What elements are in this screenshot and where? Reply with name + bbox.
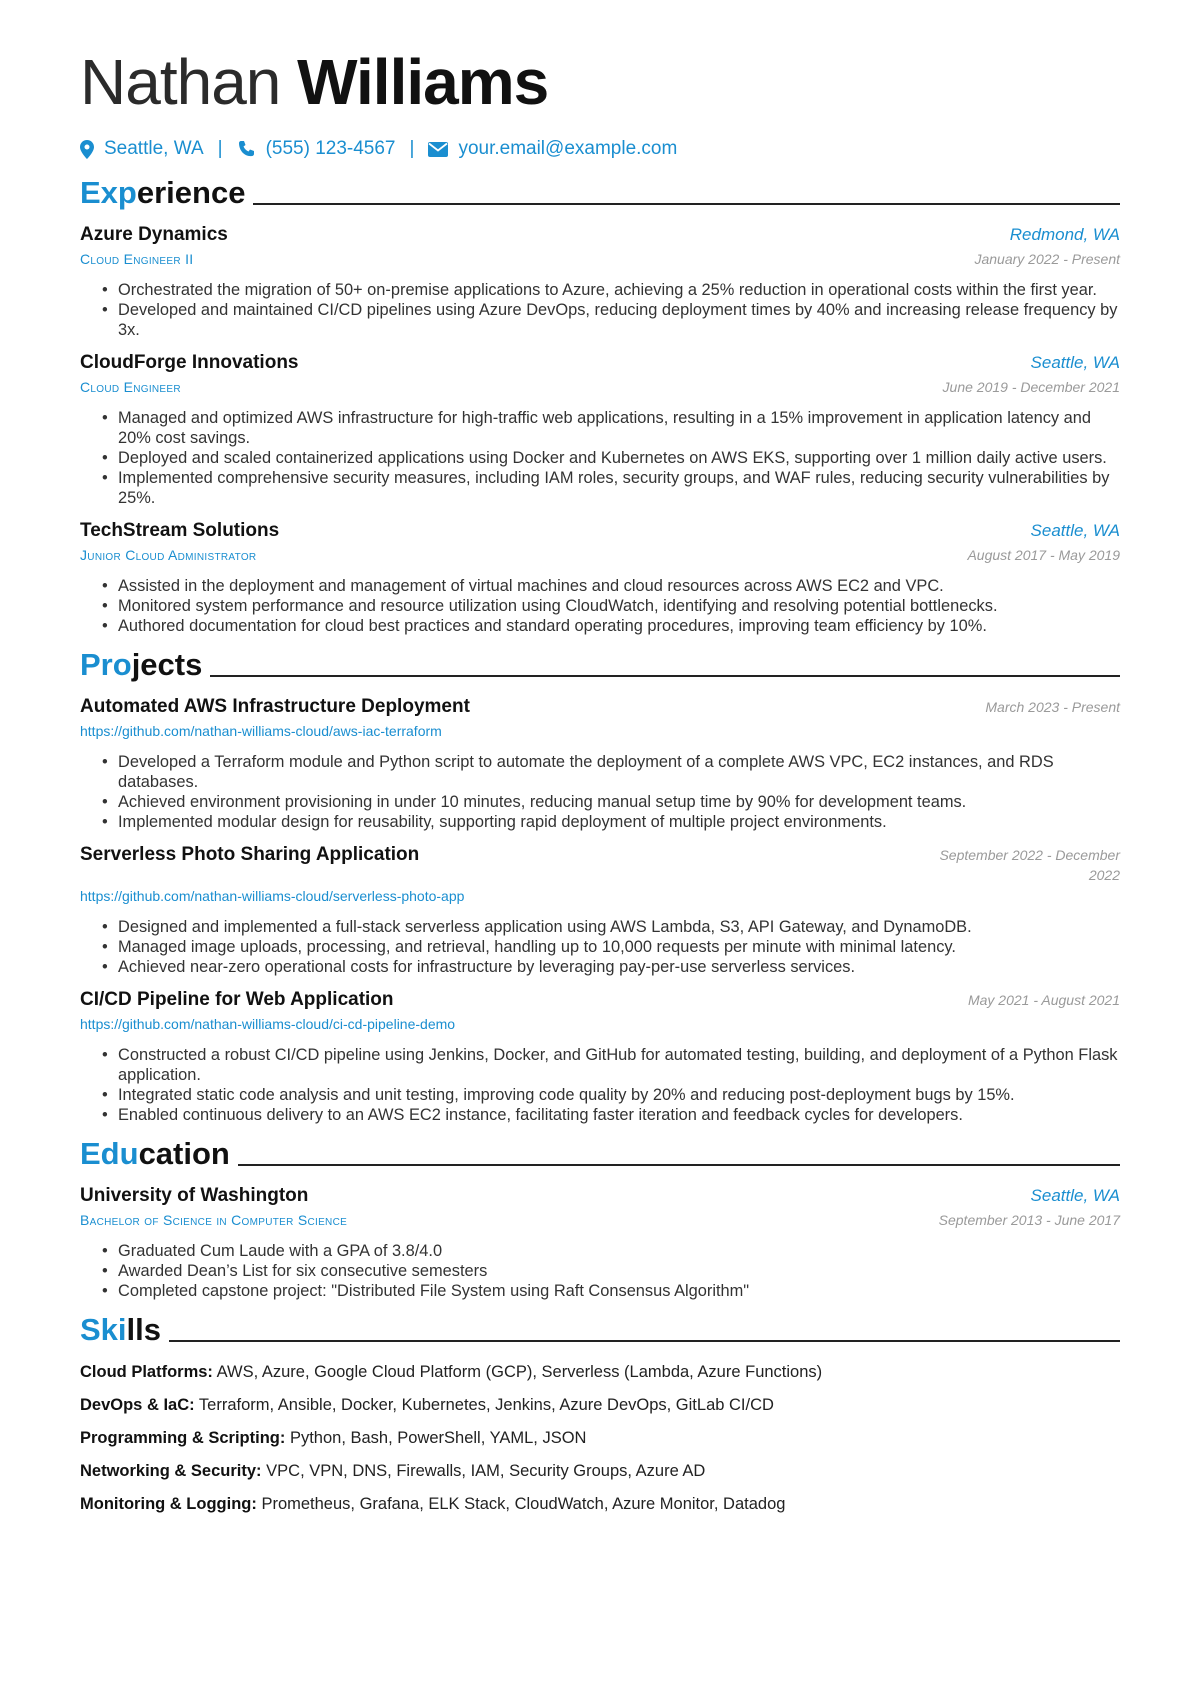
bullet-item: • Enabled continuous delivery to an AWS EC2 instance, facilitating faster iteration and feedback cycles for developers. [102,1105,1120,1125]
skill-line [80,1461,1120,1481]
job-title: Junior Cloud Administrator [80,547,257,563]
skill-line [80,1362,1120,1382]
bullet-item: • Awarded Dean’s List for six consecutive semesters [102,1261,1120,1281]
section-title-accent: Ski [80,1312,127,1347]
bullet-list [80,408,1120,508]
experience-section-header [80,170,1120,212]
skill-label: Cloud Platforms: [80,1363,213,1381]
bullet-item: • Graduated Cum Laude with a GPA of 3.8/4.0 [102,1241,1120,1261]
bullet-item: • Monitored system performance and resource utilization using CloudWatch, identifying and resolving potential bottlenecks. [102,596,1120,616]
location-text: Seattle, WA [104,138,204,159]
section-divider [169,1340,1120,1342]
company-name: TechStream Solutions [80,520,280,541]
job-title: Cloud Engineer [80,379,181,395]
education-entry [80,1183,1120,1301]
contact-phone[interactable] [237,138,396,160]
bullet-item: • Managed and optimized AWS infrastructure for high-traffic web applications, resulting in a 15% improvement in application latency and 20% cost savings. [102,408,1120,448]
project-title: CI/CD Pipeline for Web Application [80,989,394,1010]
section-divider [238,1164,1120,1166]
experience-entry [80,222,1120,340]
bullet-item: • Designed and implemented a full-stack serverless application using AWS Lambda, S3, API Gateway, and DynamoDB. [102,917,1120,937]
candidate-name [80,40,1120,124]
entry-location: Seattle, WA [1030,521,1120,540]
section-title-accent: Edu [80,1136,139,1171]
bullet-item: • Authored documentation for cloud best practices and standard operating procedures, improving team efficiency by 10%. [102,616,1120,636]
skill-label: Programming & Scripting: [80,1429,286,1447]
section-title-rest: lls [126,1312,161,1347]
project-entry [80,842,1120,977]
bullet-list [80,1045,1120,1125]
school-name: University of Washington [80,1185,309,1206]
section-title-rest: jects [131,647,203,682]
skill-line [80,1395,1120,1415]
entry-dates: September 2013 - June 2017 [938,1212,1120,1228]
bullet-item: • Developed a Terraform module and Python script to automate the deployment of a complete AWS VPC, EC2 instances, and RDS databases. [102,752,1120,792]
bullet-item: • Orchestrated the migration of 50+ on-premise applications to Azure, achieving a 25% reduction in operational costs within the first year. [102,280,1120,300]
bullet-item: • Integrated static code analysis and unit testing, improving code quality by 20% and reducing post-deployment bugs by 15%. [102,1085,1120,1105]
first-name: Nathan [80,46,281,118]
project-entry [80,987,1120,1125]
projects-section-header [80,642,1120,684]
entry-location: Seattle, WA [1030,1186,1120,1205]
entry-dates: June 2019 - December 2021 [942,379,1120,395]
entry-dates: March 2023 - Present [985,699,1120,715]
bullet-list [80,752,1120,832]
bullet-item: • Deployed and scaled containerized applications using Docker and Kubernetes on AWS EKS, supporting over 1 million daily active users. [102,448,1120,468]
bullet-item: • Constructed a robust CI/CD pipeline using Jenkins, Docker, and GitHub for automated testing, building, and deployment of a Python Flask application. [102,1045,1120,1085]
project-title: Serverless Photo Sharing Application [80,844,420,865]
map-pin-icon [80,140,94,159]
skills-section-header [80,1307,1120,1349]
entry-dates: May 2021 - August 2021 [967,992,1120,1008]
last-name: Williams [297,46,549,118]
project-title: Automated AWS Infrastructure Deployment [80,696,470,717]
section-title [80,1135,230,1173]
skill-value: Prometheus, Grafana, ELK Stack, CloudWatch, Azure Monitor, Datadog [261,1495,786,1513]
section-title [80,174,245,212]
bullet-list [80,917,1120,977]
phone-text: (555) 123-4567 [265,138,396,159]
skill-value: Terraform, Ansible, Docker, Kubernetes, Jenkins, Azure DevOps, GitLab CI/CD [198,1396,774,1414]
company-name: CloudForge Innovations [80,352,299,373]
section-title [80,1311,161,1349]
bullet-list [80,1241,1120,1301]
contact-line [80,134,1120,164]
education-section-header [80,1131,1120,1173]
phone-icon [237,140,256,159]
bullet-item: • Achieved near-zero operational costs for infrastructure by leveraging pay-per-use serverless services. [102,957,1120,977]
skill-label: Networking & Security: [80,1462,262,1480]
section-divider [253,203,1120,205]
experience-entry [80,518,1120,636]
section-title-rest: erience [136,175,246,210]
experience-entry [80,350,1120,508]
entry-location: Seattle, WA [1030,353,1120,372]
project-link[interactable]: https://github.com/nathan-williams-cloud/serverless-photo-app [80,888,465,904]
contact-separator: | [217,138,223,159]
email-text: your.email@example.com [458,138,678,159]
bullet-item: • Implemented modular design for reusability, supporting rapid deployment of multiple project environments. [102,812,1120,832]
bullet-item: • Implemented comprehensive security measures, including IAM roles, security groups, and WAF rules, reducing security vulnerabilities by 25%. [102,468,1120,508]
section-divider [210,675,1120,677]
project-entry [80,694,1120,832]
company-name: Azure Dynamics [80,224,228,245]
skill-line [80,1494,1120,1514]
section-title [80,646,202,684]
skill-label: DevOps & IaC: [80,1396,195,1414]
entry-dates: January 2022 - Present [974,251,1120,267]
envelope-icon [428,142,448,157]
skill-value: VPC, VPN, DNS, Firewalls, IAM, Security Groups, Azure AD [266,1462,706,1480]
skill-value: Python, Bash, PowerShell, YAML, JSON [289,1429,587,1447]
bullet-item: • Assisted in the deployment and management of virtual machines and cloud resources across AWS EC2 and VPC. [102,576,1120,596]
contact-location [80,138,204,160]
degree: Bachelor of Science in Computer Science [80,1212,348,1228]
bullet-item: • Completed capstone project: "Distributed File System using Raft Consensus Algorithm" [102,1281,1120,1301]
bullet-item: • Managed image uploads, processing, and retrieval, handling up to 10,000 requests per minute with minimal latency. [102,937,1120,957]
skill-label: Monitoring & Logging: [80,1495,257,1513]
skill-value: AWS, Azure, Google Cloud Platform (GCP), Serverless (Lambda, Azure Functions) [216,1363,823,1381]
project-link[interactable]: https://github.com/nathan-williams-cloud/aws-iac-terraform [80,723,442,739]
section-title-rest: cation [138,1136,230,1171]
skill-line [80,1428,1120,1448]
section-title-accent: Exp [80,175,137,210]
contact-email[interactable] [428,138,677,160]
job-title: Cloud Engineer II [80,251,194,267]
bullet-list [80,576,1120,636]
section-title-accent: Pro [80,647,132,682]
entry-dates: September 2022 - December 2022 [939,847,1120,883]
project-link[interactable]: https://github.com/nathan-williams-cloud/ci-cd-pipeline-demo [80,1016,456,1032]
bullet-item: • Developed and maintained CI/CD pipelines using Azure DevOps, reducing deployment times by 40% and increasing release frequency by 3x. [102,300,1120,340]
entry-dates: August 2017 - May 2019 [967,547,1120,563]
bullet-item: • Achieved environment provisioning in under 10 minutes, reducing manual setup time by 90% for development teams. [102,792,1120,812]
entry-location: Redmond, WA [1009,225,1120,244]
bullet-list [80,280,1120,340]
resume-page [80,0,1120,1514]
contact-separator: | [409,138,415,159]
